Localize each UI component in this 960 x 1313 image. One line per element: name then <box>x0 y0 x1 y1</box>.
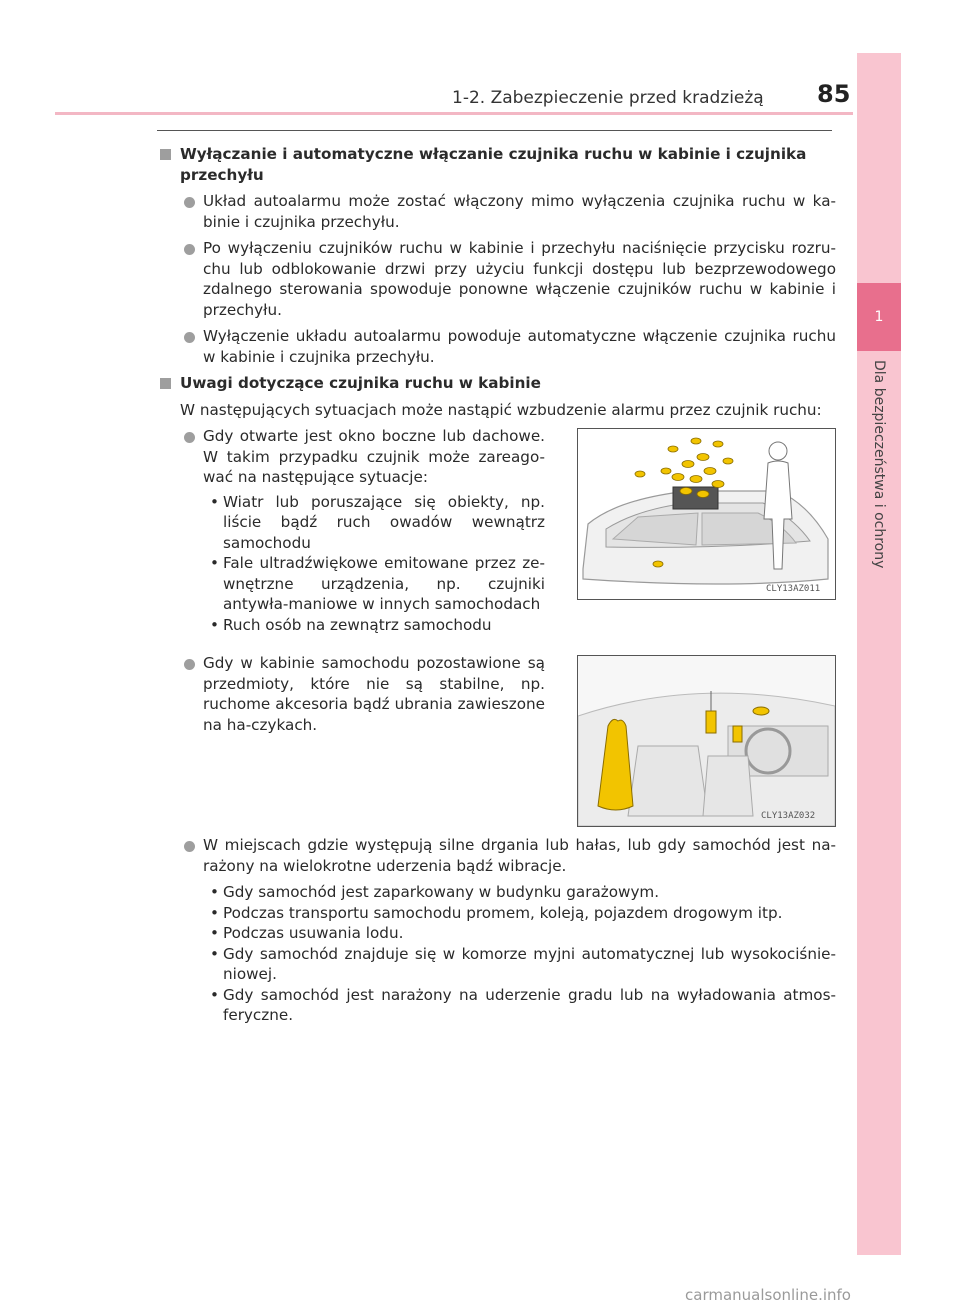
list-item-text: Gdy otwarte jest okno boczne lub dachowe. W takim przypadku czujnik może zareago-wać na następujące sytuacje: <box>203 427 545 486</box>
watermark: carmanualsonline.info <box>685 1286 851 1304</box>
dot-bullet-icon: • <box>210 903 219 922</box>
sub-bullet-item <box>203 553 545 615</box>
dot-bullet-icon: • <box>210 492 219 511</box>
figure-sunroof-car <box>577 428 836 600</box>
section-heading <box>160 144 836 185</box>
dot-bullet-icon: • <box>210 554 219 572</box>
list-item-text: Gdy w kabinie samochodu pozostawione są przedmioty, które nie są stabilne, np. ruchome akcesoria bądź ubrania zawieszone na ha-czykach. <box>203 654 545 734</box>
chapter-title: 1-2. Zabezpieczenie przed kradzieżą <box>452 88 764 108</box>
sub-bullet-text: Ruch osób na zewnątrz samochodu <box>223 615 492 634</box>
side-tab-strip <box>857 53 901 1255</box>
list-item <box>160 653 545 735</box>
sub-bullet-item <box>203 882 836 903</box>
list-item-text: W miejscach gdzie występują silne drgania lub hałas, lub gdy samochód jest na-rażony na wielokrotne uderzenia bądź wibracje. <box>203 836 836 875</box>
sub-bullet-text: Podczas transportu samochodu promem, koleją, pojazdem drogowym itp. <box>223 903 783 922</box>
sub-bullet-list <box>203 492 545 636</box>
page-header <box>0 0 855 120</box>
list-item-text: Układ autoalarmu może zostać włączony mimo wyłączenia czujnika ruchu w ka-binie i czujnika przechyłu. <box>203 192 836 231</box>
figure-text <box>160 653 545 741</box>
list-item <box>160 191 836 232</box>
sub-bullet-item <box>203 923 836 944</box>
figure-code: CLY13AZ011 <box>766 584 821 594</box>
sub-bullet-text: Podczas usuwania lodu. <box>223 924 404 942</box>
page-number: 85 <box>817 80 851 108</box>
sub-bullet-text: Gdy samochód znajduje się w komorze myjni automatycznej lub wysokociśnie-niowej. <box>223 944 836 983</box>
sub-bullet-item <box>203 944 836 985</box>
cabin-interior-illustration <box>578 656 835 826</box>
sub-bullet-item <box>203 615 545 636</box>
sub-bullet-item <box>203 903 836 924</box>
sub-bullet-item <box>203 492 545 554</box>
figure-cabin-interior <box>577 655 836 827</box>
side-tab-number: 1 <box>857 283 901 351</box>
circle-bullet-icon <box>184 841 195 852</box>
section-divider <box>157 130 832 131</box>
dot-bullet-icon: • <box>210 883 219 901</box>
side-tab-label-text: Dla bezpieczeństwa i ochrony <box>871 360 887 569</box>
circle-bullet-icon <box>184 432 195 443</box>
dot-bullet-icon: • <box>210 985 219 1004</box>
dot-bullet-icon: • <box>210 924 219 942</box>
list-item-text: Po wyłączeniu czujników ruchu w kabinie i przechyłu naciśnięcie przycisku rozru-chu lub odblokowanie drzwi przy użyciu funkcji dostępu lub bezprzewodowego zdalnego sterowania spowoduje ponowne włączenie czujników ruchu w kabinie i przechyłu. <box>203 239 836 319</box>
list-item <box>160 835 836 876</box>
sub-bullet-list <box>203 882 836 1026</box>
figure-text <box>160 426 545 635</box>
circle-bullet-icon <box>184 197 195 208</box>
figure-code: CLY13AZ032 <box>761 811 816 821</box>
list-item <box>160 426 545 488</box>
section-heading <box>160 373 836 394</box>
section-heading-text: Uwagi dotyczące czujnika ruchu w kabinie <box>180 374 541 392</box>
square-bullet-icon <box>160 149 171 160</box>
page-content <box>160 140 836 1026</box>
dot-bullet-icon: • <box>210 615 219 634</box>
figure-row <box>160 653 836 827</box>
sub-bullet-text: Gdy samochód jest zaparkowany w budynku garażowym. <box>223 883 660 901</box>
circle-bullet-icon <box>184 332 195 343</box>
sub-bullet-item <box>203 985 836 1026</box>
sub-bullet-text: Wiatr lub poruszające się obiekty, np. liście bądź ruch owadów wewnątrz samochodu <box>223 492 545 552</box>
list-item-text: Wyłączenie układu autoalarmu powoduje automatyczne włączenie czujnika ruchu w kabinie i czujnika przechyłu. <box>203 327 836 366</box>
figure-row <box>160 426 836 635</box>
dot-bullet-icon: • <box>210 944 219 963</box>
section-intro: W następujących sytuacjach może nastąpić wzbudzenie alarmu przez czujnik ruchu: <box>180 400 822 419</box>
circle-bullet-icon <box>184 244 195 255</box>
square-bullet-icon <box>160 378 171 389</box>
car-sunroof-illustration <box>578 429 835 599</box>
sub-bullet-text: Fale ultradźwiękowe emitowane przez ze-wnętrzne urządzenia, np. czujniki antywła-maniowe w innych samochodach <box>223 554 545 613</box>
list-item <box>160 326 836 367</box>
sub-bullet-text: Gdy samochód jest narażony na uderzenie gradu lub na wyładowania atmos-feryczne. <box>223 985 836 1024</box>
circle-bullet-icon <box>184 659 195 670</box>
list-item <box>160 238 836 320</box>
header-rule <box>55 112 853 115</box>
section-heading-text: Wyłączanie i automatyczne włączanie czujnika ruchu w kabinie i czujnika przechyłu <box>180 145 807 184</box>
